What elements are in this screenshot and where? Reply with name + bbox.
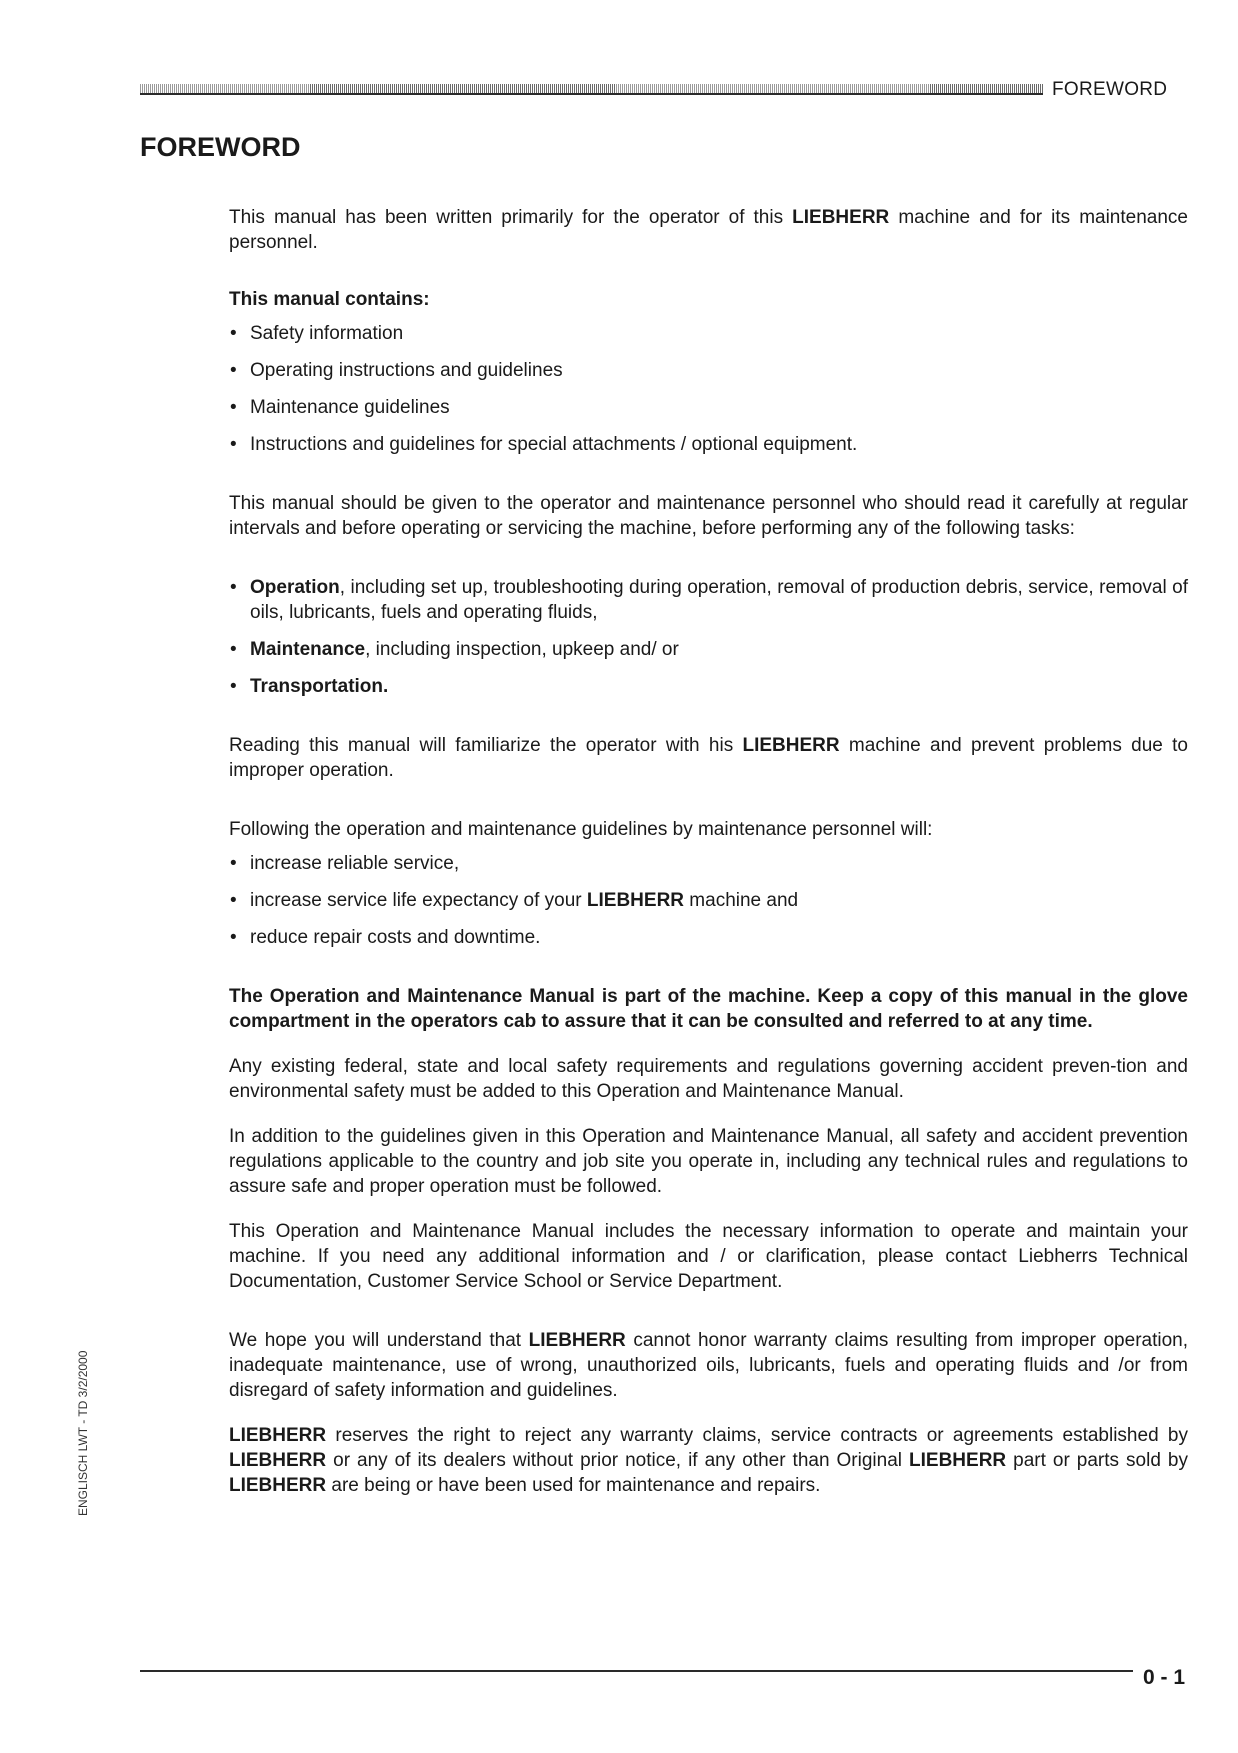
document-code: ENGLISCH LWT - TD 3/2/2000 xyxy=(76,1350,90,1516)
list-item: • increase reliable service, xyxy=(229,851,1188,876)
brand-name: LIEBHERR xyxy=(229,1450,327,1471)
document-body xyxy=(229,205,1188,1498)
list-item: • Maintenance, including inspection, upkeep and/ or xyxy=(229,637,1188,662)
header-rule-dense-segment xyxy=(930,84,1043,94)
list-item: • Transportation. xyxy=(229,674,1188,699)
reserves-paragraph: LIEBHERR reserves the right to reject any warranty claims, service contracts or agreements established by LIEBHERR or any of its dealers without prior notice, if any other than Original LIEBHERR part or parts sold by LIEBHERR are being or have been used for maintenance and repairs. xyxy=(229,1425,1188,1496)
list-item: • Instructions and guidelines for special attachments / optional equipment. xyxy=(229,432,1188,457)
header-rule xyxy=(140,84,1043,94)
benefits-list xyxy=(229,851,1188,950)
list-item: • reduce repair costs and downtime. xyxy=(229,925,1188,950)
brand-name: LIEBHERR xyxy=(586,890,685,911)
list-item: • Operation, including set up, troubleshooting during operation, removal of production debris, service, removal of oils, lubricants, fuels and operating fluids, xyxy=(229,575,1188,625)
contains-heading: This manual contains: xyxy=(229,289,430,310)
header-section-label: FOREWORD xyxy=(1052,79,1168,100)
given-paragraph: This manual should be given to the operator and maintenance personnel who should read it carefully at regular intervals and before operating or servicing the machine, before performing any of the following tasks: xyxy=(229,493,1188,539)
task-term: Operation xyxy=(250,577,340,598)
reading-paragraph: Reading this manual will familiarize the operator with his LIEBHERR machine and prevent problems due to improper operation. xyxy=(229,735,1188,781)
brand-name: LIEBHERR xyxy=(742,735,840,756)
list-item: • Safety information xyxy=(229,321,1188,346)
brand-name: LIEBHERR xyxy=(792,207,890,228)
brand-name: LIEBHERR xyxy=(229,1425,327,1446)
task-term: Maintenance xyxy=(250,639,366,660)
task-term: Transportation xyxy=(250,676,384,697)
contains-list xyxy=(229,321,1188,457)
footer-rule xyxy=(140,1670,1133,1672)
notice-paragraph: The Operation and Maintenance Manual is part of the machine. Keep a copy of this manual in the glove compartment in the operators cab to assure that it can be consulted and referred to at any time. xyxy=(229,986,1188,1032)
tasks-list xyxy=(229,575,1188,699)
following-intro: Following the operation and maintenance guidelines by maintenance personnel will: xyxy=(229,819,933,840)
brand-name: LIEBHERR xyxy=(229,1475,327,1496)
includes-paragraph: This Operation and Maintenance Manual includes the necessary information to operate and maintain your machine. If you need any additional information and / or clarification, please contact Liebherrs Technical Documentation, Customer Service School or Service Department. xyxy=(229,1221,1188,1292)
brand-name: LIEBHERR xyxy=(909,1450,1007,1471)
list-item: • Maintenance guidelines xyxy=(229,395,1188,420)
addition-paragraph: In addition to the guidelines given in this Operation and Maintenance Manual, all safety and accident prevention regulations applicable to the country and job site you operate in, including any technical rules and regulations to assure safe and proper operation must be followed. xyxy=(229,1126,1188,1197)
intro-paragraph: This manual has been written primarily for the operator of this LIEBHERR machine and for its maintenance personnel. xyxy=(229,207,1188,253)
warranty-paragraph: We hope you will understand that LIEBHERR cannot honor warranty claims resulting from improper operation, inadequate maintenance, use of wrong, unauthorized oils, lubricants, fuels and operating fluids and /or from disregard of safety information and guidelines. xyxy=(229,1330,1188,1401)
list-item: • increase service life expectancy of your LIEBHERR machine and xyxy=(229,888,1188,913)
page-title: FOREWORD xyxy=(140,132,301,162)
brand-name: LIEBHERR xyxy=(528,1330,626,1351)
list-item: • Operating instructions and guidelines xyxy=(229,358,1188,383)
header-rule-dense-segment xyxy=(310,84,615,94)
page-number: 0 - 1 xyxy=(1143,1666,1186,1689)
regulations-paragraph: Any existing federal, state and local safety requirements and regulations governing accident preven-tion and environmental safety must be added to this Operation and Maintenance Manual. xyxy=(229,1056,1188,1102)
